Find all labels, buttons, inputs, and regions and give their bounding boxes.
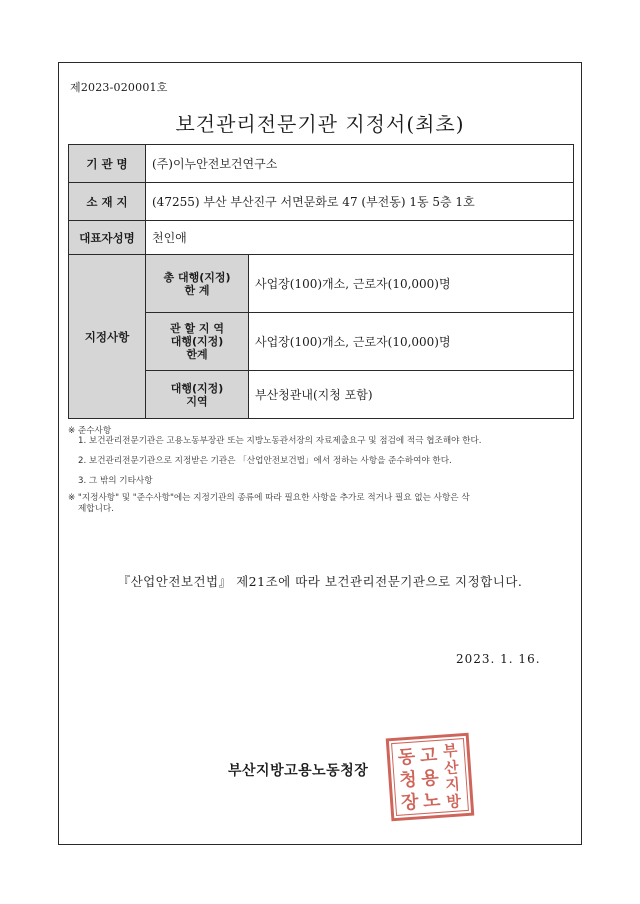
total-limit-row <box>69 255 574 313</box>
designation-label: 지정사항 <box>69 255 146 419</box>
note-item-3: 3. 그 밖의 기타사항 <box>78 476 153 486</box>
designation-declaration: 『산업안전보건법』 제21조에 따라 보건관리전문기관으로 지정합니다. <box>117 574 523 589</box>
document-number: 제2023-020001호 <box>70 81 168 94</box>
footnote-line-1: ※ "지정사항" 및 "준수사항"에는 지정기관의 종류에 따라 필요한 사항을 추가로 적거나 필요 없는 사항은 삭 <box>68 493 470 503</box>
seal-glyph: 동 <box>397 746 416 769</box>
seal-glyph: 노 <box>422 790 442 813</box>
designation-info-table <box>68 144 574 419</box>
region-label <box>146 371 249 419</box>
institution-label: 기 관 명 <box>69 145 146 183</box>
seal-glyph: 지 <box>444 775 461 795</box>
issue-date: 2023. 1. 16. <box>456 652 541 666</box>
document-title: 보건관리전문기관 지정서(최초) <box>175 112 465 136</box>
notes-heading: ※ 준수사항 <box>68 426 112 436</box>
jurisdiction-label-line3: 한계 <box>186 348 208 361</box>
address-row <box>69 183 574 221</box>
footnote-line-2: 제합니다. <box>78 504 114 514</box>
address-label: 소 재 지 <box>69 183 146 221</box>
jurisdiction-label-line1: 관 할 지 역 <box>170 322 224 335</box>
seal-glyph: 부 <box>442 741 459 761</box>
region-value: 부산청관내(지청 포함) <box>249 371 574 419</box>
jurisdiction-value: 사업장(100)개소, 근로자(10,000)명 <box>249 313 574 371</box>
representative-label: 대표자성명 <box>69 221 146 255</box>
region-label-line1: 대행(지정) <box>170 381 224 395</box>
seal-glyph: 용 <box>420 767 440 790</box>
total-limit-label-line2: 한 계 <box>184 283 210 297</box>
jurisdiction-label-line2: 대행(지정) <box>170 335 224 348</box>
address-value: (47255) 부산 부산진구 서면문화로 47 (부전동) 1동 5층 1호 <box>146 183 574 221</box>
seal-glyph: 장 <box>400 791 420 814</box>
representative-row <box>69 221 574 255</box>
institution-value: (주)이누안전보건연구소 <box>146 145 574 183</box>
total-limit-label-line1: 총 대행(지정) <box>163 270 231 284</box>
total-limit-label <box>146 255 249 313</box>
seal-glyph: 청 <box>398 768 418 792</box>
total-limit-value: 사업장(100)개소, 근로자(10,000)명 <box>249 255 574 313</box>
jurisdiction-label <box>146 313 249 371</box>
note-item-2: 2. 보건관리전문기관으로 지정받은 기관은 「산업안전보건법」에서 정하는 사항을 준수하여야 한다. <box>78 456 452 466</box>
seal-glyph: 방 <box>445 792 462 812</box>
seal-glyph: 고 <box>419 744 438 767</box>
issuer-name: 부산지방고용노동청장 <box>228 763 369 779</box>
official-seal-stamp <box>385 732 475 822</box>
institution-row <box>69 145 574 183</box>
representative-value: 천인애 <box>146 221 574 255</box>
seal-glyph: 산 <box>443 758 460 778</box>
region-label-line2: 지역 <box>186 394 208 408</box>
note-item-1: 1. 보건관리전문기관은 고용노동부장관 또는 지방노동관서장의 자료제출요구 및 점검에 적극 협조해야 한다. <box>78 436 482 446</box>
